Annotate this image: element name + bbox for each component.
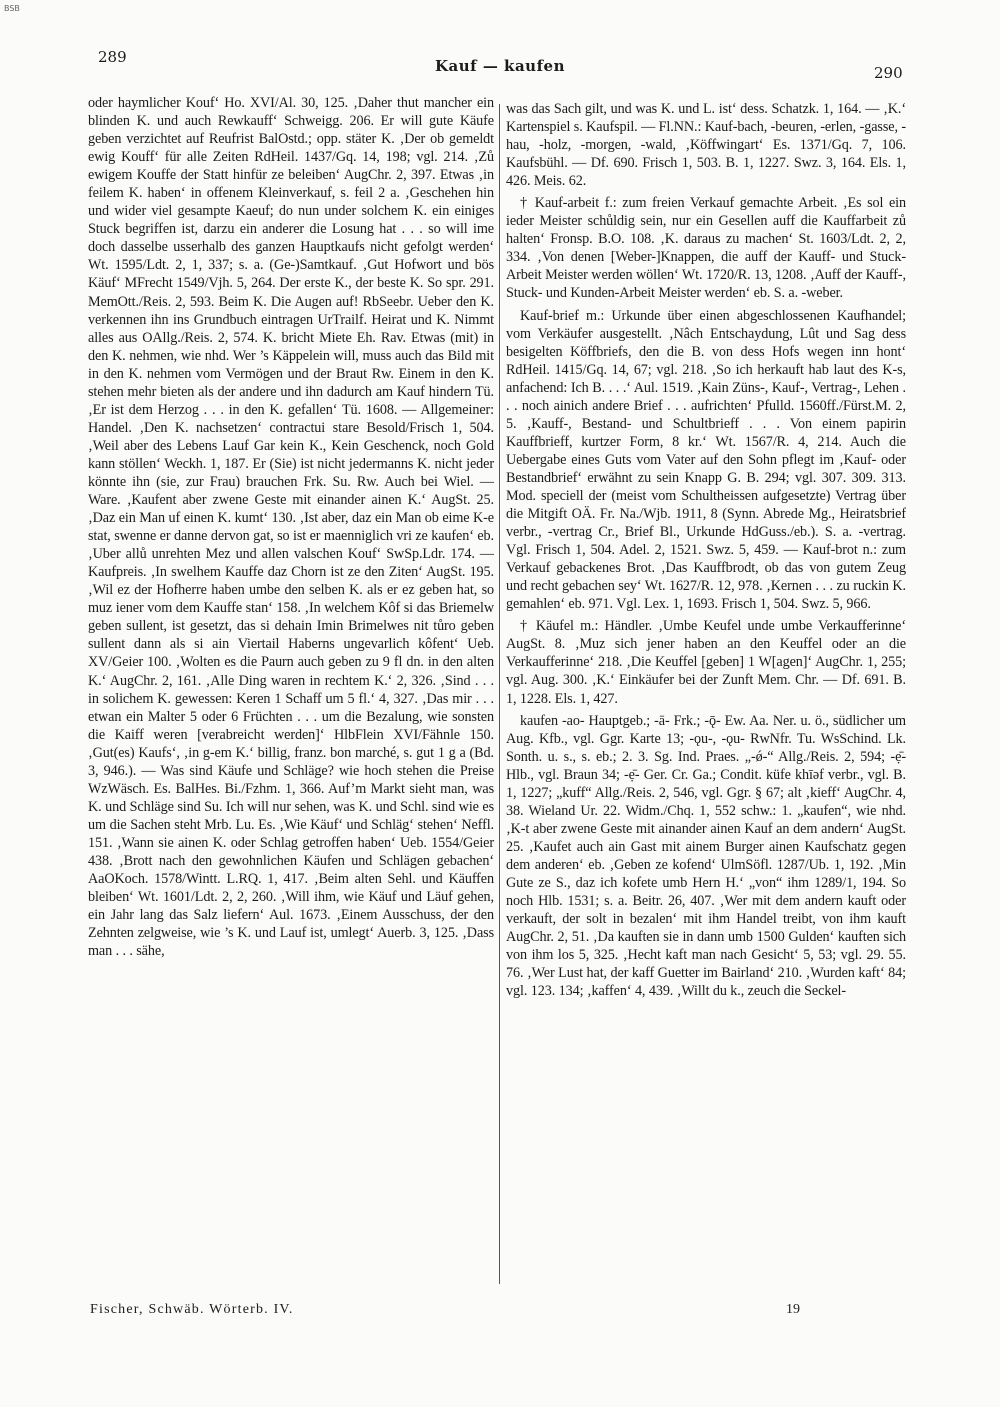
footer-credit: Fischer, Schwäb. Wörterb. IV. [90, 1302, 294, 1317]
library-stamp: BSB [4, 4, 20, 13]
entry-kaeufel: † Käufel m.: Händler. ‚Umbe Keufel unde umbe Verkaufferinne‘ AugSt. 8. ‚Muz sich jener haben an den Keuffel oder an die Verkaufferinne‘ 218. ‚Die Keuffel [geben] 1 W[agen]‘ AugChr. 1, 255; vgl. Aug. 300. ‚K.‘ Einkäufer bei der Zunft Mem. Chr. — Df. 691. B. 1, 1228. Els. 1, 427. [506, 618, 906, 707]
page-number-left: 289 [98, 48, 127, 66]
left-column-text: oder haymlicher Kouf‘ Ho. XVI/Al. 30, 125. ‚Daher thut mancher ein blinden K. und auch Rewkauff‘ Schweigg. 206. Er will gute Käufe geben verzichtet auf Reufrist BalOstd.; opp. stäter K. ‚Der ob gemeldt ewig Kouff‘ für alle Zeiten RdHeil. 1437/Gq. 14, 198; vgl. 214. ‚Zů ewigem Kouffe der Statt hinfür ze beleiben‘ AugChr. 2, 397. Etwas ‚in feilem K. haben‘ in offenem Kleinverkauf, s. feil 2 a. ‚Geschehen hin und wider viel gesampte Kaeuf; do nun under solchem K. ein einiges Stuck begriffen ist, darzu ein anderer die Losung hat . . . so will ime doch dasselbe usserhalb des ganzen Hauptkaufs nicht gefolgt werden‘ Wt. 1595/Ldt. 2, 1, 337; s. a. (Ge-)Samtkauf. ‚Gut Hofwort und bös Käuf‘ MFrecht 1549/Vjh. 5, 264. Der erste K., der beste K. So spr. 291. MemOtt./Reis. 2, 593. Beim K. Die Augen auf! RbSeebr. Ueber den K. verkennen ihn ins Grundbuch eintragen UrTrailf. Heirat und K. Nimmt alles aus OAllg./Reis. 2, 574. K. bricht Miete Eh. Rav. Etwas (mit) in den K. nehmen, wie nhd. Wer ’s Käppelein will, muss auch das Bild mit in den K. nehmen vom Vermögen und der Braut Rw. Einem in den K. stehen mehr bieten als der andere und ihn dadurch am Kauf hindern Tü. ‚Er ist dem Herzog . . . in den K. gefallen‘ Tü. 1608. — Allgemeiner: Handel. ‚Den K. nachsetzen‘ contractui stare Besold/Frisch 1, 504. ‚Weil aber des Lebens Lauf Gar kein K., Kein Geschenck, noch Gold kann stöllen‘ Weckh. 1, 187. Er (Sie) ist nicht jedermanns K. nicht jeder könnte ihn (sie, zur Frau) brauchen Frk. Su. Rw. Auch bei Wiel. — Ware. ‚Kaufent aber zwene Geste mit einander ainen K.‘ AugSt. 25. ‚Daz ein Man uf einen K. kumt‘ 130. ‚Ist aber, daz ein Man ob eime K-e stat, swenne er danne dervon gat, so ist er maenniglich vri ze kaufen‘ eb. ‚Uber allů unrehten Mez und allen valschen Kouf‘ SwSp.Ldr. 174. — Kaufpreis. ‚In swelhem Kauffe daz Chorn ist ze den Ziten‘ AugSt. 195. ‚Wil ez der Hofherre haben umbe den selben K. als er ez geben hat, so muz iener vom dem Kauffe stan‘ 158. ‚In welchem Kôf si das Briemelw geben sullent, ist gesetzt, das si dehain Imin Brimelwes nit tůro geben sullent dann als si ain Viertail Haberns ungevarlich kôfent‘ Ueb. XV/Geier 100. ‚Wolten es die Paurn auch geben zu 9 fl dn. in den alten K.‘ AugChr. 2, 161. ‚Alle Ding waren in rechtem K.‘ 2, 326. ‚Sind . . . in solichem K. gewessen: Keren 1 Schaff um 5 fl.‘ 4, 327. ‚Das mir . . . etwan ein Malter 5 oder 6 Früchten . . . um die Bezalung, wie sonsten die Kaiff weren [verabreicht werden]‘ HlbFlein XVI/Fähnle 150. ‚Gut(es) Kaufs‘, ‚in g-em K.‘ billig, franz. bon marché, s. gut 1 g a (Bd. 3, 946.). — Was sind Käufe und Schläge? wie hoch stehen die Preise WzWäsch. Es. BalHes. Bi./Fzhm. 1, 366. Auf’m Markt sieht man, was K. und Schläge sind Su. Ich will nur sehen, was K. und Schl. sind wie es um die Sachen steht Mrb. Lu. Es. ‚Wie Käuf‘ und Schläg‘ stehen‘ Neffl. 151. ‚Wann sie ainen K. oder Schlag getroffen haben‘ Ueb. 1554/Geier 438. ‚Brott nach den gewohnlichen Käufen und Schlägen gebachen‘ AaOKoch. 1578/Wintt. L.RQ. 1, 417. ‚Beim alten Sehl. und Käuffen bleiben‘ Wt. 1601/Ldt. 2, 2, 260. ‚Will ihm, wie Käuf und Läuf gehen, ein Jahr lang das Salz liefern‘ Aul. 1673. ‚Einem Ausschuss, der den Zehnten zelgweise, wie ’s K. und Lauf ist, umlegt‘ Auerb. 3, 125. ‚Dass man . . . sähe, [88, 95, 494, 960]
left-column [88, 94, 494, 1294]
running-head-title: Kauf — kaufen [435, 57, 565, 75]
entry-kaufen: kaufen -ao- Hauptgeb.; -ā- Frk.; -ǭ- Ew. Aa. Ner. u. ö., südlicher um Aug. Kfb., vgl. Ggr. Karte 13; -ǫu-, -ǫu- RwNfr. Tu. WsSchind. Lk. Sonth. u. s., s. eb.; 2. 3. Sg. Ind. Praes. „-ǿ-“ Allg./Reis. 2, 594; -ẹ̄- Hlb., vgl. Braun 34; -ẹ̄- Ger. Cr. Ga.; Condit. küfe khīəf verbr., vgl. B. 1, 1227; „kuff“ Allg./Reis. 2, 546, vgl. Ggr. § 67; alt ‚kieff‘ AugChr. 4, 38. Wieland Ur. 22. Widm./Chq. 1, 552 schw.: 1. „kaufen“, wie nhd. ‚K-t aber zwene Geste mit ainander ainen Kauf an dem andern‘ AugSt. 25. ‚Kaufet auch ain Gast mit ainem Burger ainen Kaufschatz gegen dem anderen‘ eb. ‚Geben ze kofend‘ UlmSöfl. 1287/Ub. 1, 192. ‚Min Gute ze S., daz ich kofete umb Hern H.‘ „von“ ihm 1289/1, 194. So noch Hlb. 1531; s. a. Beitr. 26, 407. ‚Wer mit dem andern kauft oder verkauft, der solt in bezalen‘ mit ihm Handel treibt, von ihm kauft AugChr. 2, 51. ‚Da kauften sie in dann umb 1500 Gulden‘ kauften sich von ihm los 5, 325. ‚Hecht kaft man nach Gesicht‘ 5, 53; vgl. 29. 55. 76. ‚Wer Lust hat, der kaff Guetter im Bairland‘ 210. ‚Wurden kaft‘ 84; vgl. 123. 134; ‚kaffen‘ 4, 439. ‚Willt du k., zeuch die Seckel- [506, 712, 906, 1000]
page-number-right: 290 [874, 64, 903, 82]
right-column [506, 100, 906, 1300]
column-divider [499, 104, 500, 1284]
entry-kauf-arbeit: † Kauf-arbeit f.: zum freien Verkauf gemachte Arbeit. ‚Es sol ein ieder Meister schůldig sein, nur ein Gesellen auff die Kauffarbeit zů halten‘ Fronsp. B.O. 108. ‚K. daraus zu machen‘ St. 1603/Ldt. 2, 2, 334. ‚Von denen [Weber-]Knappen, die auff der Kauff- und Stuck-Arbeit Meister werden wöllen‘ Wt. 1720/R. 13, 1208. ‚Auff der Kauff-, Stuck- und Kunden-Arbeit Meister werden‘ eb. S. a. -weber. [506, 195, 906, 302]
entry-kauf-continued: was das Sach gilt, und was K. und L. ist‘ dess. Schatzk. 1, 164. — ‚K.‘ Kartenspiel s. Kaufspil. — Fl.NN.: Kauf-bach, -beuren, -erlen, -gasse, -hau, -holz, -morgen, -wald, ‚Köffwingart‘ Es. 1371/Gq. 7, 106. Kaufsbühl. — Df. 690. Frisch 1, 503. B. 1, 1227. Swz. 3, 164. Els. 1, 426. Meis. 62. [506, 101, 906, 190]
entry-kauf-brief: Kauf-brief m.: Urkunde über einen abgeschlossenen Kaufhandel; vom Verkäufer ausgestellt. ‚Nâch Entschaydung, Lût und Sag dess besigelten Köffbriefs, den die B. von dess Hofs wegen inn hont‘ RdHeil. 1415/Gq. 14, 67; vgl. 218. ‚So ich herkauft hab laut des K-s, anfachend: Ich B. . . .‘ Aul. 1519. ‚Kain Züns-, Kauf-, Vertrag-, Lehen . . . noch ainich andere Brief . . . aufrichten‘ Pfulld. 1560ff./Fürst.M. 2, 5. ‚Kauff-, Bestand- und Schultbrieff . . . Von einem papirin Kauffbrieff, kurtzer Form, 8 kr.‘ Wt. 1567/R. 4, 214. Auch die Uebergabe eines Guts vom Vater auf den Sohn pflegt im ‚Kauf- oder Bestandbrief‘ erwähnt zu sein Knapp G. B. 294; vgl. 307. 309. 313. Mod. speciell der (meist vom Schultheissen aufgesetzte) Vertrag über die Mitgift OÄ. Fr. Na./Wjb. 1911, 8 (Synn. Abrede Mg., Heiratsbrief verbr., -vertrag Cr., Brief Bl., Urkunde HdGuss./eb.). S. a. -vertrag. Vgl. Frisch 1, 504. Adel. 2, 1521. Swz. 5, 459. — Kauf-brot n.: zum Verkauf gebackenes Brot. ‚Das Kauffbrodt, ob das von gutem Zeug und recht gebachen sey‘ Wt. 1627/R. 12, 978. ‚Kernen . . . zu ruckin K. gemahlen‘ eb. 971. Vgl. Lex. 1, 1693. Frisch 1, 504. Swz. 5, 966. [506, 307, 906, 613]
footer-signature-number: 19 [786, 1302, 800, 1317]
